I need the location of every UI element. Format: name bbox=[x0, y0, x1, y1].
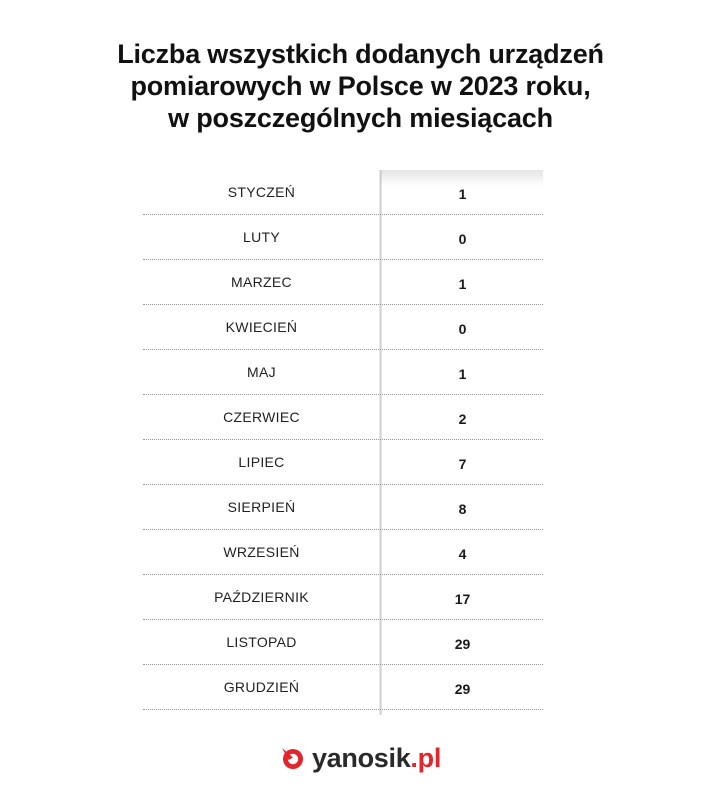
month-label: KWIECIEŃ bbox=[225, 319, 298, 335]
table-row bbox=[143, 575, 543, 620]
data-table bbox=[143, 170, 543, 715]
chart-title-line: pomiarowych w Polsce w 2023 roku, bbox=[130, 71, 591, 101]
month-label: GRUDZIEŃ bbox=[223, 679, 300, 695]
month-value: 1 bbox=[458, 366, 467, 382]
table-row bbox=[143, 305, 543, 350]
table-row bbox=[143, 215, 543, 260]
month-label: MAJ bbox=[247, 364, 276, 380]
month-label: MARZEC bbox=[231, 274, 292, 290]
table-row bbox=[143, 440, 543, 485]
month-value: 8 bbox=[458, 501, 467, 517]
chart-title-line: w poszczególnych miesiącach bbox=[168, 103, 553, 133]
table-row bbox=[143, 350, 543, 395]
month-value: 29 bbox=[454, 636, 471, 652]
table-row bbox=[143, 620, 543, 665]
month-value: 1 bbox=[458, 276, 467, 292]
month-label: CZERWIEC bbox=[223, 409, 300, 425]
table-row bbox=[143, 485, 543, 530]
month-label: STYCZEŃ bbox=[227, 184, 296, 200]
month-label: SIERPIEŃ bbox=[227, 499, 296, 515]
month-value: 29 bbox=[454, 681, 471, 697]
month-value: 2 bbox=[458, 411, 467, 427]
yanosik-logo-icon bbox=[280, 745, 306, 771]
month-value: 17 bbox=[454, 591, 471, 607]
month-value: 7 bbox=[458, 456, 467, 472]
month-value: 0 bbox=[458, 231, 467, 247]
table-row bbox=[143, 395, 543, 440]
month-label: LUTY bbox=[243, 229, 280, 245]
month-value: 0 bbox=[458, 321, 467, 337]
month-label: LIPIEC bbox=[238, 454, 285, 470]
table-row bbox=[143, 260, 543, 305]
month-label: PAŹDZIERNIK bbox=[214, 589, 309, 605]
chart-title bbox=[0, 38, 721, 134]
table-row bbox=[143, 170, 543, 215]
month-label: LISTOPAD bbox=[226, 634, 297, 650]
month-label: WRZESIEŃ bbox=[223, 544, 300, 560]
month-value: 1 bbox=[458, 186, 467, 202]
brand-logo bbox=[0, 742, 721, 778]
logo-tld: .pl bbox=[410, 743, 442, 773]
month-value: 4 bbox=[458, 546, 467, 562]
table-row bbox=[143, 665, 543, 710]
table-row bbox=[143, 530, 543, 575]
chart-title-line: Liczba wszystkich dodanych urządzeń bbox=[117, 39, 604, 69]
logo-brand: yanosik bbox=[311, 743, 411, 773]
logo-text bbox=[312, 742, 441, 774]
